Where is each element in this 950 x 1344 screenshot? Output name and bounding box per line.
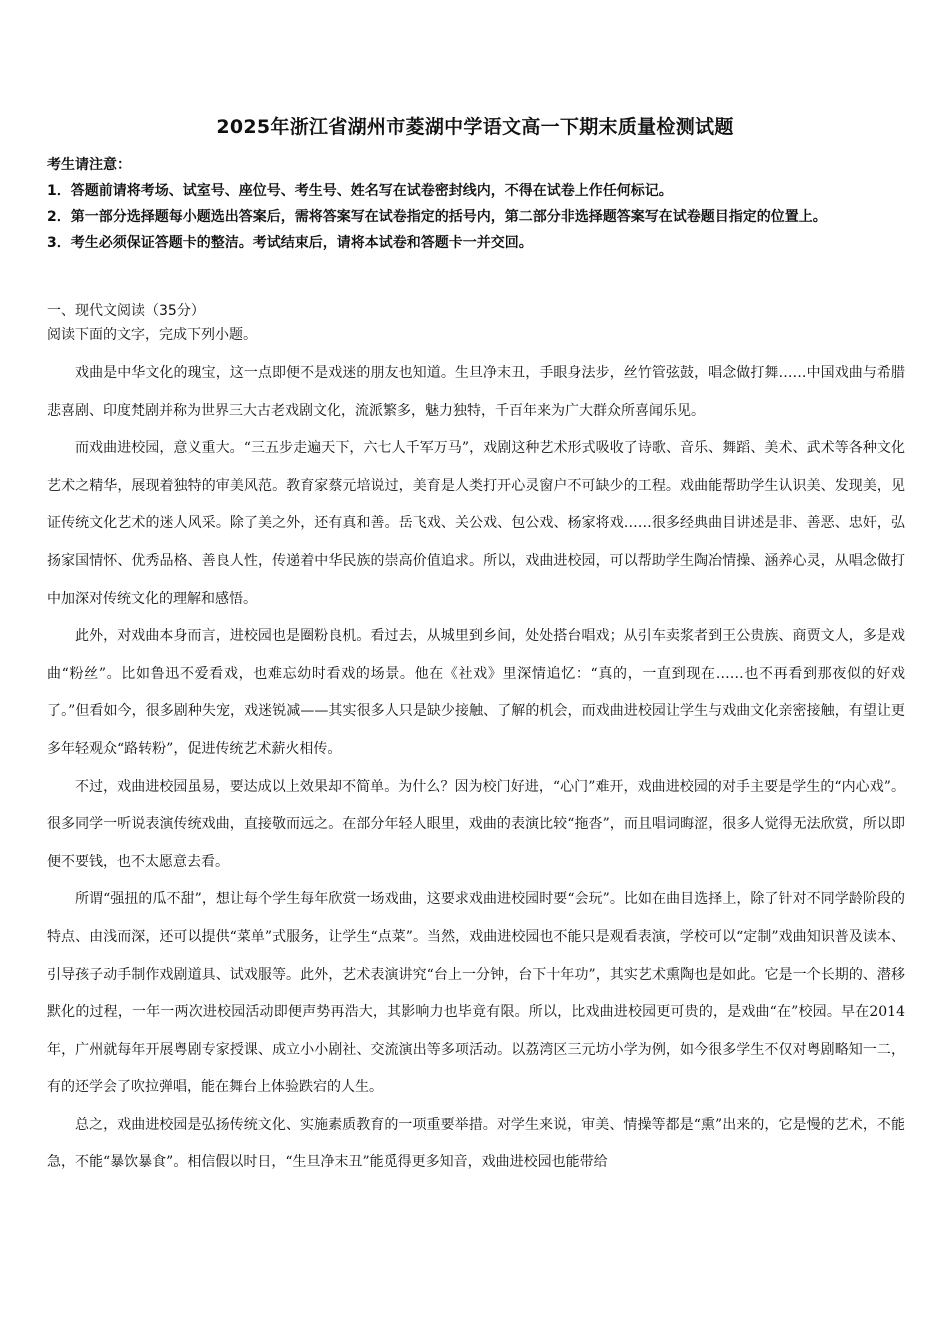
reading-instruction: 阅读下面的文字，完成下列小题。 (47, 327, 257, 343)
passage-paragraph: 此外，对戏曲本身而言，进校园也是圈粉良机。看过去，从城里到乡间，处处搭台唱戏；从引车卖浆者到王公贵族、商贾文人，多是戏曲“粉丝”。比如鲁迅不爱看戏，也难忘幼时看戏的场景。他在《社戏》里深情追忆：“真的，一直到现在……也不再看到那夜似的好戏了。”但看如今，很多剧种失宠，戏迷锐减——其实很多人只是缺少接触、了解的机会，而戏曲进校园让学生与戏曲文化亲密接触，有望让更多年轻观众“路转粉”，促进传统艺术薪火相传。 (47, 628, 905, 757)
passage-paragraph: 而戏曲进校园，意义重大。“三五步走遍天下，六七人千军万马”，戏剧这种艺术形式吸收了诗歌、音乐、舞蹈、美术、武术等各种文化艺术之精华，展现着独特的审美风范。教育家蔡元培说过，美育是人类打开心灵窗户不可缺少的工程。戏曲能帮助学生认识美、发现美，见证传统文化艺术的迷人风采。除了美之外，还有真和善。岳飞戏、关公戏、包公戏、杨家将戏……很多经典曲目讲述是非、善恶、忠奸，弘扬家国情怀、优秀品格、善良人性，传递着中华民族的崇高价值追求。所以，戏曲进校园，可以帮助学生陶冶情操、涵养心灵，从唱念做打中加深对传统文化的理解和感悟。 (47, 440, 905, 607)
notice-item: 1．答题前请将考场、试室号、座位号、考生号、姓名写在试卷密封线内，不得在试卷上作任何标记。 (47, 183, 673, 199)
passage-paragraph: 戏曲是中华文化的瑰宝，这一点即便不是戏迷的朋友也知道。生旦净末丑，手眼身法步，丝竹管弦鼓，唱念做打舞……中国戏曲与希腊悲喜剧、印度梵剧并称为世界三大古老戏剧文化，流派繁多，魅力独特，千百年来为广大群众所喜闻乐见。 (47, 365, 905, 419)
passage-paragraph: 总之，戏曲进校园是弘扬传统文化、实施素质教育的一项重要举措。对学生来说，审美、情操等都是“熏”出来的，它是慢的艺术，不能急，不能“暴饮暴食”。相信假以时日，“生旦净末丑”能觅得更多知音，戏曲进校园也能带给 (47, 1116, 905, 1171)
passage-paragraph: 不过，戏曲进校园虽易，要达成以上效果却不简单。为什么？因为校门好进，“心门”难开，戏曲进校园的对手主要是学生的“内心戏”。很多同学一听说表演传统戏曲，直接敬而远之。在部分年轻人眼里，戏曲的表演比较“拖沓”，而且唱词晦涩，很多人觉得无法欣赏，所以即便不要钱，也不太愿意去看。 (47, 778, 905, 870)
exam-title: 2025年浙江省湖州市菱湖中学语文高一下期末质量检测试题 (216, 116, 734, 138)
notice-item: 3．考生必须保证答题卡的整洁。考试结束后，请将本试卷和答题卡一并交回。 (47, 235, 533, 251)
notice-item: 2．第一部分选择题每小题选出答案后，需将答案写在试卷指定的括号内，第二部分非选择题答案写在试卷题目指定的位置上。 (47, 209, 827, 225)
notice-heading: 考生请注意： (47, 157, 131, 173)
section-heading: 一、现代文阅读（35分） (47, 303, 205, 319)
candidate-notice (47, 152, 907, 256)
reading-passage (47, 355, 905, 1182)
passage-paragraph: 所谓“强扭的瓜不甜”，想让每个学生每年欣赏一场戏曲，这要求戏曲进校园时要“会玩”。比如在曲目选择上，除了针对不同学龄阶段的特点、由浅而深，还可以提供“菜单”式服务，让学生“点菜”。当然，戏曲进校园也不能只是观看表演，学校可以“定制”戏曲知识普及读本、引导孩子动手制作戏剧道具、试戏服等。此外，艺术表演讲究“台上一分钟，台下十年功”，其实艺术熏陶也是如此。它是一个长期的、潜移默化的过程，一年一两次进校园活动即便声势再浩大，其影响力也毕竟有限。所以，比戏曲进校园更可贵的，是戏曲“在”校园。早在2014年，广州就每年开展粤剧专家授课、成立小小剧社、交流演出等多项活动。以荔湾区三元坊小学为例，如今很多学生不仅对粤剧略知一二，有的还学会了吹拉弹唱，能在舞台上体验跌宕的人生。 (47, 891, 905, 1096)
